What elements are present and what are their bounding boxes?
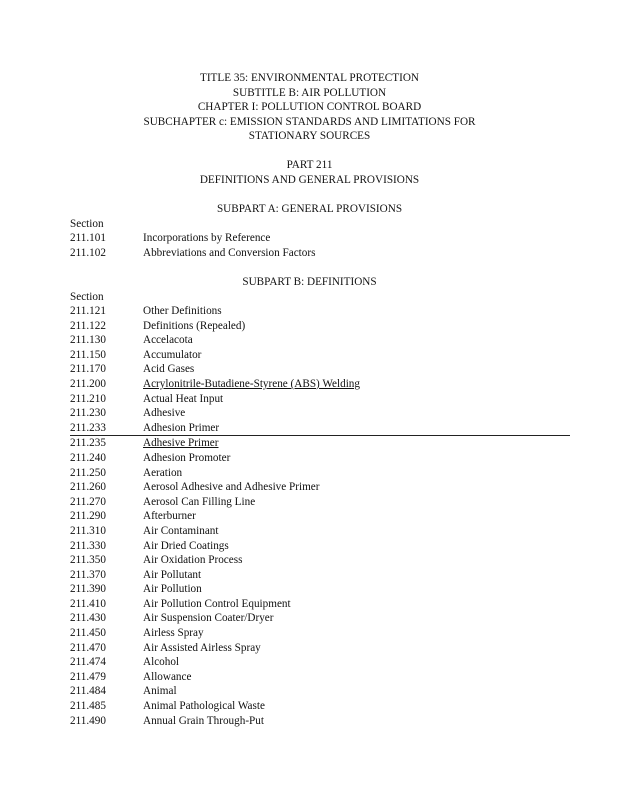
subpart-b-heading: SUBPART B: DEFINITIONS — [242, 276, 377, 288]
section-number: 211.390 — [70, 583, 106, 596]
section-number: 211.270 — [70, 495, 106, 508]
section-row — [70, 524, 570, 539]
section-row — [70, 377, 570, 392]
section-number: 211.470 — [70, 641, 106, 654]
section-row — [70, 611, 570, 626]
section-row — [70, 406, 570, 421]
section-title: Adhesion Primer — [143, 421, 220, 434]
section-number: 211.484 — [70, 685, 106, 698]
section-title: Abbreviations and Conversion Factors — [143, 246, 316, 259]
subpart-a-heading: SUBPART A: GENERAL PROVISIONS — [216, 203, 403, 215]
section-title: Accumulator — [143, 348, 202, 361]
chapter-line: CHAPTER I: POLLUTION CONTROL BOARD — [197, 101, 422, 113]
subpart-b-section-list — [70, 304, 570, 728]
section-number: 211.101 — [70, 232, 106, 244]
section-number: 211.240 — [70, 451, 106, 464]
section-row — [70, 699, 570, 714]
section-title: Air Contaminant — [143, 524, 219, 537]
section-row — [70, 392, 570, 407]
section-title: Animal Pathological Waste — [143, 700, 265, 713]
section-number: 211.200 — [70, 377, 106, 390]
section-row — [70, 348, 570, 363]
section-title: Adhesion Promoter — [143, 451, 231, 464]
section-title: Air Oxidation Process — [143, 554, 243, 567]
section-number: 211.235 — [70, 437, 106, 450]
section-number: 211.250 — [70, 466, 106, 479]
section-title: Acrylonitrile-Butadiene-Styrene (ABS) Welding — [143, 377, 360, 390]
section-number: 211.310 — [70, 524, 106, 537]
section-row — [70, 495, 570, 510]
section-title: Annual Grain Through-Put — [143, 714, 264, 727]
section-row — [70, 655, 570, 670]
section-title: Animal — [143, 685, 177, 698]
section-number: 211.150 — [70, 348, 106, 361]
subchapter-line-2: STATIONARY SOURCES — [248, 130, 371, 142]
section-number: 211.130 — [70, 334, 106, 347]
section-title: Alcohol — [143, 656, 180, 669]
section-number: 211.450 — [70, 627, 106, 640]
subtitle-line: SUBTITLE B: AIR POLLUTION — [232, 86, 387, 99]
section-number: 211.122 — [70, 319, 106, 332]
part-heading — [0, 158, 619, 187]
section-number: 211.410 — [70, 597, 106, 610]
section-number: 211.479 — [70, 670, 106, 683]
section-title: Definitions (Repealed) — [143, 319, 246, 332]
section-row — [70, 714, 570, 729]
section-row — [70, 436, 570, 451]
section-row — [70, 509, 570, 524]
section-title: Air Pollutant — [143, 568, 202, 581]
section-row — [70, 333, 570, 348]
section-row — [70, 684, 570, 699]
section-row — [70, 582, 570, 597]
section-number: 211.430 — [70, 612, 106, 625]
section-row — [70, 246, 570, 261]
section-title: Acid Gases — [143, 363, 195, 376]
section-title: Airless Spray — [143, 627, 204, 640]
section-number: 211.102 — [70, 246, 106, 259]
section-row — [70, 539, 570, 554]
section-row — [70, 626, 570, 641]
section-row — [70, 421, 570, 437]
document-header — [0, 71, 619, 144]
section-title: Aerosol Adhesive and Adhesive Primer — [143, 481, 320, 494]
section-title: Air Dried Coatings — [143, 539, 229, 552]
section-title: Accelacota — [143, 334, 193, 347]
section-title: Air Suspension Coater/Dryer — [143, 612, 274, 625]
section-number: 211.230 — [70, 407, 106, 420]
title-line: TITLE 35: ENVIRONMENTAL PROTECTION — [200, 72, 419, 84]
section-title: Other Definitions — [143, 305, 222, 317]
subpart-b-section-label: Section — [70, 291, 104, 303]
section-number: 211.210 — [70, 392, 106, 405]
section-row — [70, 641, 570, 656]
section-title: Actual Heat Input — [143, 392, 224, 405]
section-row — [70, 466, 570, 481]
subchapter-line-1: SUBCHAPTER c: EMISSION STANDARDS AND LIMITATIONS FOR — [143, 115, 476, 128]
section-title: Air Pollution Control Equipment — [143, 597, 291, 610]
section-number: 211.485 — [70, 700, 106, 713]
subpart-a-section-label: Section — [70, 218, 104, 230]
section-row — [70, 670, 570, 685]
section-number: 211.370 — [70, 568, 106, 581]
section-title: Afterburner — [143, 510, 196, 523]
section-number: 211.290 — [70, 510, 106, 523]
section-row — [70, 553, 570, 568]
section-number: 211.121 — [70, 305, 106, 317]
section-number: 211.170 — [70, 363, 106, 376]
section-row — [70, 568, 570, 583]
section-number: 211.474 — [70, 656, 106, 669]
section-number: 211.330 — [70, 539, 106, 552]
section-number: 211.233 — [70, 421, 106, 434]
section-row — [70, 319, 570, 334]
section-title: Air Pollution — [143, 583, 202, 596]
section-row — [70, 451, 570, 466]
section-title: Allowance — [143, 670, 192, 683]
section-title: Aeration — [143, 466, 183, 479]
section-number: 211.260 — [70, 481, 106, 494]
subpart-a-section-list — [70, 231, 570, 260]
section-number: 211.350 — [70, 554, 106, 567]
section-title: Incorporations by Reference — [143, 232, 271, 244]
section-title: Adhesive — [143, 407, 186, 420]
section-row — [70, 480, 570, 495]
section-title: Adhesive Primer — [143, 437, 219, 450]
part-number: PART 211 — [286, 159, 333, 171]
section-number: 211.490 — [70, 714, 106, 727]
section-title: Aerosol Can Filling Line — [143, 495, 256, 508]
section-row — [70, 597, 570, 612]
section-row — [70, 231, 570, 246]
section-title: Air Assisted Airless Spray — [143, 641, 261, 654]
section-row — [70, 362, 570, 377]
section-row — [70, 304, 570, 319]
part-name: DEFINITIONS AND GENERAL PROVISIONS — [199, 173, 420, 186]
